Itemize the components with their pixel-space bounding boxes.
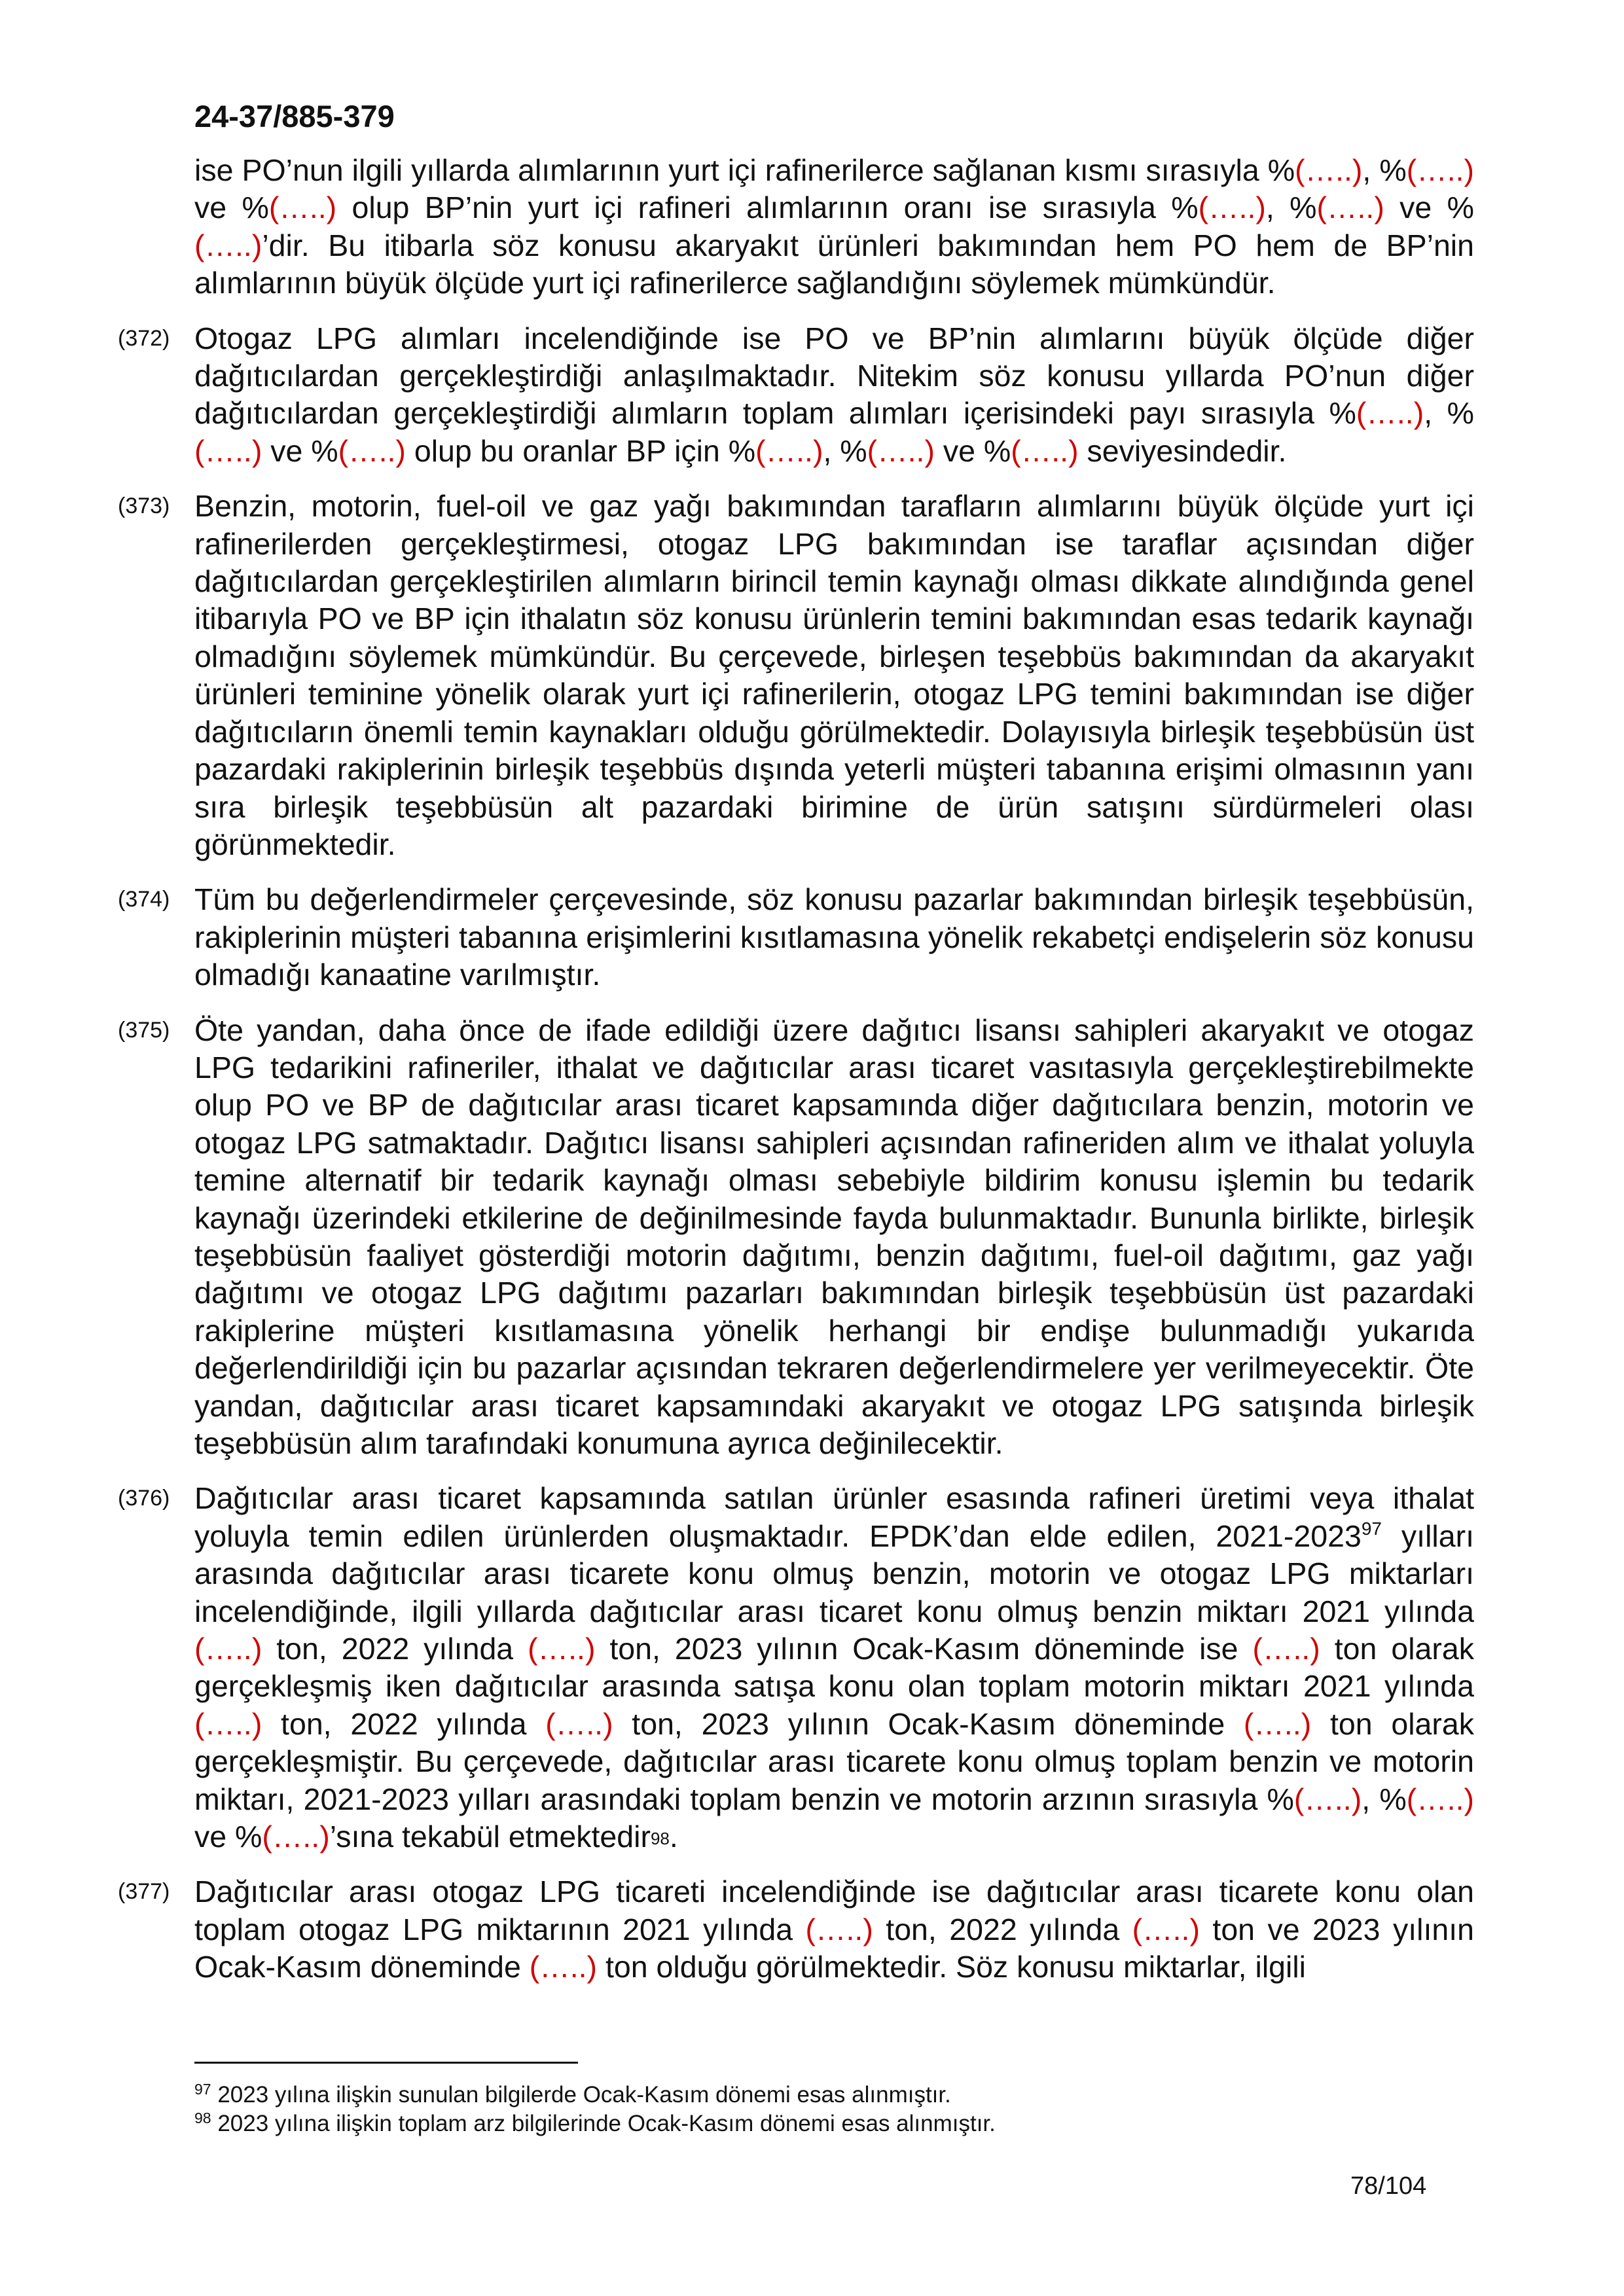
footnote-ref-98[interactable]: 98 bbox=[650, 1829, 670, 1849]
paragraph-number: (372) bbox=[118, 325, 170, 351]
redacted-value: (…..) bbox=[1011, 433, 1079, 468]
document-id: 24-37/885-379 bbox=[194, 99, 395, 134]
paragraph-375 bbox=[118, 1012, 1474, 1463]
text-run: yılları arasında dağıtıcılar arası ticarete konu olmuş benzin, motorin ve otogaz LPG miktarları incelendiğinde, ilgili yıllarda dağıtıcılar arası ticaret konu olmuş benzin miktarı 2021 yılında bbox=[194, 1518, 1475, 1628]
paragraph-number: (376) bbox=[118, 1486, 170, 1511]
footnote-98 bbox=[194, 2110, 1474, 2138]
redacted-value: (…..) bbox=[528, 1632, 596, 1666]
redacted-value: (…..) bbox=[268, 190, 337, 225]
text-run: ton, 2022 yılında bbox=[873, 1912, 1132, 1946]
text-run: Tüm bu değerlendirmeler çerçevesinde, söz konusu pazarlar bakımından birleşik teşebbüsün, rakiplerinin müşteri tabanına erişimlerini kısıtlamasına yönelik rekabetçi endişelerin söz konusu olmadığı kanaatine varılmıştır. bbox=[194, 882, 1474, 992]
text-run: ton, 2022 yılında bbox=[262, 1706, 546, 1741]
paragraph-374 bbox=[118, 881, 1474, 994]
footnote-number: 98 bbox=[194, 2109, 211, 2126]
redacted-value: (…..) bbox=[194, 433, 262, 468]
text-run: ise PO’nun ilgili yıllarda alımlarının yurt içi rafinerilerce sağlanan kısmı sırasıyla % bbox=[194, 153, 1295, 187]
redacted-value: (…..) bbox=[867, 433, 935, 468]
text-run: ton olarak gerçekleşmiş iken dağıtıcılar arasında satışa konu olan toplam motorin miktarı 2021 yılında bbox=[194, 1632, 1474, 1704]
redacted-value: (…..) bbox=[1406, 153, 1475, 187]
text-run: , % bbox=[1424, 396, 1475, 431]
text-run: olup BP’nin yurt içi rafineri alımlarının oranı ise sırasıyla % bbox=[336, 190, 1199, 225]
footnote-ref-97[interactable]: 97 bbox=[1361, 1518, 1382, 1539]
footnotes bbox=[194, 2081, 1474, 2139]
redacted-value: (…..) bbox=[1132, 1912, 1200, 1946]
paragraph-373 bbox=[118, 488, 1474, 863]
text-run: Öte yandan, daha önce de ifade edildiği üzere dağıtıcı lisansı sahipleri akaryakıt ve otogaz LPG tedarikini rafineriler, ithalat ve dağıtıcılar arası ticaret vasıtasıyla gerçekleştirebilmekte olup PO ve BP de dağıtıcılar arası ticaret kapsamında diğer dağıtıcılara benzin, motorin ve otogaz LPG satmaktadır. Dağıtıcı lisansı sahipleri açısından rafineriden alım ve ithalat yoluyla temine alternatif bir tedarik kaynağı olması sebebiyle bildirim konusu işlemin bu tedarik kaynağı üzerindeki etkilerine de değinilmesinde fayda bulunmaktadır. Bununla birlikte, birleşik teşebbüsün faaliyet gösterdiği motorin dağıtımı, benzin dağıtımı, fuel-oil dağıtımı, gaz yağı dağıtımı ve otogaz LPG dağıtımı pazarları bakımından birleşik teşebbüsün üst pazardaki rakiplerine müşteri kısıtlamasına yönelik herhangi bir endişe bulunmadığı yukarıda değerlendirildiği için bu pazarlar açısından tekraren değerlendirmelere yer verilmeyecektir. Öte yandan, dağıtıcılar arası ticaret kapsamındaki akaryakıt ve otogaz LPG satışında birleşik teşebbüsün alım tarafındaki konumuna ayrıca değinilecektir. bbox=[194, 1013, 1474, 1460]
paragraph-number: (373) bbox=[118, 493, 170, 519]
paragraph-376 bbox=[118, 1480, 1475, 1856]
redacted-value: (…..) bbox=[1252, 1632, 1320, 1666]
paragraph-372 bbox=[118, 320, 1475, 471]
text-run: Dağıtıcılar arası ticaret kapsamında satılan ürünler esasında rafineri üretimi veya ithalat yoluyla temin edilen ürünlerden oluşmaktadır. EPDK’dan elde edilen, 2021-2023 bbox=[194, 1481, 1474, 1553]
redacted-value: (…..) bbox=[1243, 1706, 1312, 1741]
text-run: ve % bbox=[1384, 190, 1474, 225]
text-run: ton, 2023 yılının Ocak-Kasım döneminde ise bbox=[595, 1632, 1253, 1666]
redacted-value: (…..) bbox=[805, 1912, 873, 1946]
text-run: seviyesindedir. bbox=[1078, 433, 1287, 468]
footnote-text: 2023 yılına ilişkin toplam arz bilgilerinde Ocak-Kasım dönemi esas alınmıştır. bbox=[211, 2111, 996, 2136]
text-run: ve % bbox=[934, 433, 1011, 468]
footnote-text: 2023 yılına ilişkin sunulan bilgilerde Ocak-Kasım dönemi esas alınmıştır. bbox=[211, 2082, 951, 2108]
redacted-value: (…..) bbox=[194, 228, 262, 262]
redacted-value: (…..) bbox=[1295, 153, 1363, 187]
page-number: 78/104 bbox=[1350, 2172, 1427, 2200]
redacted-value: (…..) bbox=[338, 433, 406, 468]
text-run: ve % bbox=[262, 433, 338, 468]
redacted-value: (…..) bbox=[1356, 396, 1424, 431]
redacted-value: (…..) bbox=[1406, 1782, 1474, 1816]
paragraph-377 bbox=[118, 1873, 1475, 1986]
redacted-value: (…..) bbox=[545, 1706, 613, 1741]
footnote-number: 97 bbox=[194, 2081, 211, 2098]
footnote-separator bbox=[194, 2062, 578, 2064]
text-run: ton, 2023 yılının Ocak-Kasım döneminde bbox=[613, 1706, 1244, 1741]
text-run: ve % bbox=[194, 1820, 262, 1854]
text-run: ton, 2022 yılında bbox=[262, 1632, 528, 1666]
redacted-value: (…..) bbox=[1293, 1782, 1362, 1816]
text-run: , % bbox=[1362, 153, 1407, 187]
redacted-value: (…..) bbox=[1316, 190, 1384, 225]
paragraph-number: (375) bbox=[118, 1017, 170, 1043]
text-run: , % bbox=[823, 433, 867, 468]
text-run: ton ve 2023 yılının Ocak-Kasım döneminde bbox=[194, 1912, 1475, 1984]
text-run: olup bu oranlar BP için % bbox=[405, 433, 756, 468]
text-run: Dağıtıcılar arası otogaz LPG ticareti incelendiğinde ise dağıtıcılar arası ticarete konu olan toplam otogaz LPG miktarının 2021 yılında bbox=[194, 1874, 1474, 1946]
text-run: ’sına tekabül etmektedir bbox=[329, 1820, 651, 1854]
paragraph-number: (377) bbox=[118, 1879, 170, 1905]
redacted-value: (…..) bbox=[755, 433, 823, 468]
redacted-value: (…..) bbox=[529, 1950, 598, 1984]
text-run: , % bbox=[1362, 1782, 1407, 1816]
redacted-value: (…..) bbox=[1198, 190, 1266, 225]
text-run: ton olduğu görülmektedir. Söz konusu miktarlar, ilgili bbox=[597, 1950, 1307, 1984]
text-run: ve % bbox=[194, 190, 269, 225]
document-body bbox=[118, 152, 1475, 2004]
text-run: Otogaz LPG alımları incelendiğinde ise PO ve BP’nin alımlarını büyük ölçüde diğer dağıtıcılardan gerçekleştirdiği anlaşılmaktadır. Nitekim söz konusu yıllarda PO’nun diğer dağıtıcılardan gerçekleştirdiği alımların toplam alımları içerisindeki payı sırasıyla % bbox=[194, 321, 1474, 431]
paragraph-number: (374) bbox=[118, 887, 170, 912]
footnote-97 bbox=[194, 2081, 1474, 2109]
text-run: Benzin, motorin, fuel-oil ve gaz yağı bakımından tarafların alımlarını büyük ölçüde yurt içi rafinerilerden gerçekleştirmesi, otogaz LPG bakımından ise taraflar açısından diğer dağıtıcılardan gerçekleştirilen alımların birincil temin kaynağı olması dikkate alındığında genel itibarıyla PO ve BP için ithalatın söz konusu ürünlerin temini bakımından esas tedarik kaynağı olmadığını söylemek mümkündür. Bu çerçevede, birleşen teşebbüs bakımından da akaryakıt ürünleri teminine yönelik olarak yurt içi rafinerilerin, otogaz LPG temini bakımından ise diğer dağıtıcıların önemli temin kaynakları olduğu görülmektedir. Dolayısıyla birleşik teşebbüsün üst pazardaki rakiplerinin birleşik teşebbüs dışında yeterli müşteri tabanına erişimi olmasının yanı sıra birleşik teşebbüsün alt pazardaki birimine de ürün satışını sürdürmeleri olası görünmektedir. bbox=[194, 489, 1474, 861]
text-run: ’dir. Bu itibarla söz konusu akaryakıt ürünleri bakımından hem PO hem de BP’nin alımlarının büyük ölçüde yurt içi rafinerilerce sağlandığını söylemek mümkündür. bbox=[194, 228, 1474, 300]
redacted-value: (…..) bbox=[262, 1820, 330, 1854]
text-run: . bbox=[669, 1820, 678, 1854]
text-run: ton olarak gerçekleşmiştir. Bu çerçevede, dağıtıcılar arası ticarete konu olmuş toplam benzin ve motorin miktarı, 2021-2023 yılları arasındaki toplam benzin ve motorin arzının sırasıyla % bbox=[194, 1706, 1474, 1816]
redacted-value: (…..) bbox=[194, 1632, 262, 1666]
redacted-value: (…..) bbox=[194, 1706, 262, 1741]
text-run: , % bbox=[1265, 190, 1317, 225]
paragraph-continued bbox=[194, 152, 1474, 302]
